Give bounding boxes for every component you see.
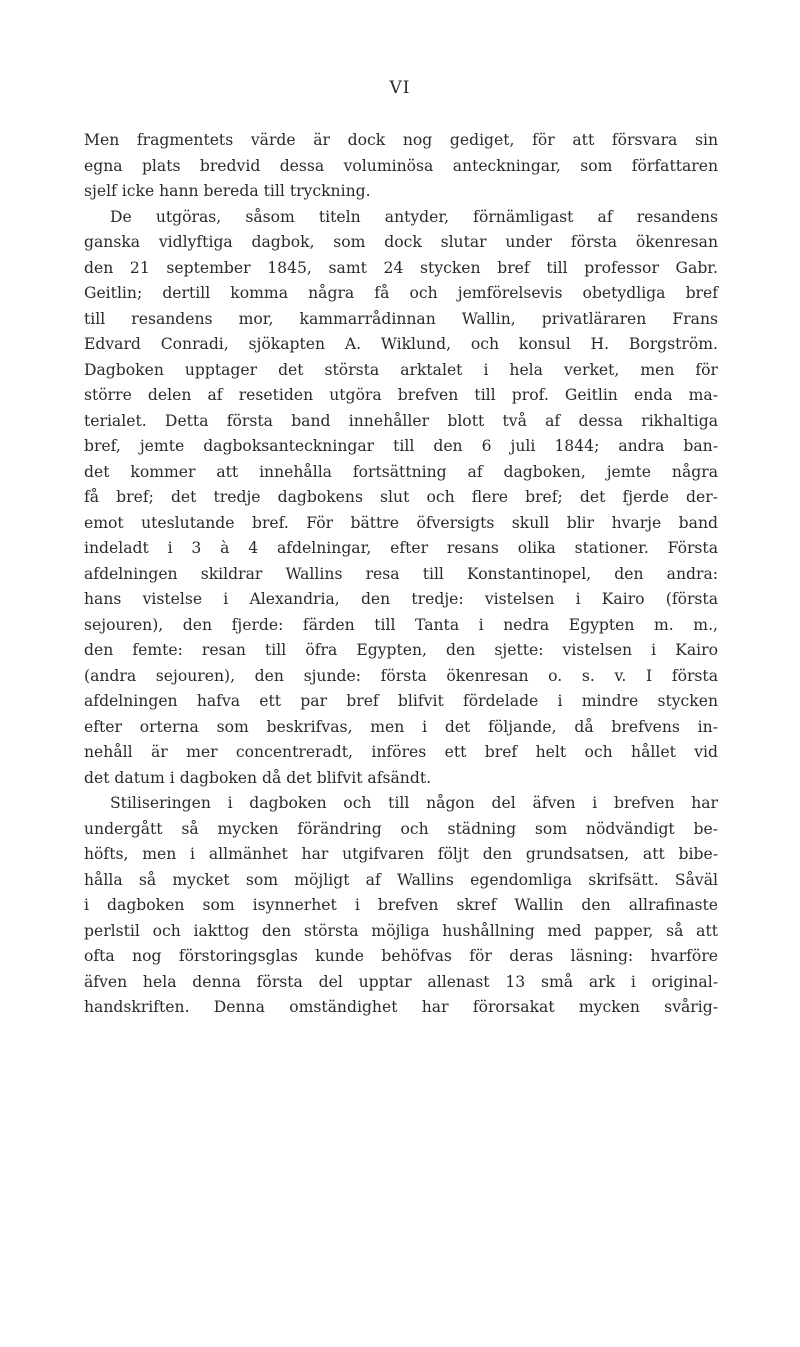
text-line: Geitlin; dertill komma några få och jemförelsevis obetydliga bref [84,284,718,302]
text-line: ofta nog förstoringsglas kunde behöfvas för deras läsning: hvarföre [84,947,718,965]
text-line: egna plats bredvid dessa voluminösa anteckningar, som författaren [84,156,718,175]
text-line: emot uteslutande bref. För bättre öfversigts skull blir hvarje band [84,513,718,532]
text-line: få bref; det tredje dagbokens slut och flere bref; det fjerde der- [84,488,718,506]
text-line: efter orterna som beskrifvas, men i det följande, då brefvens in- [84,717,718,736]
text-line: bref, jemte dagboksanteckningar till den 6 juli 1844; andra ban- [84,437,718,455]
text-line: äfven hela denna första del upptar allenast 13 små ark i original- [84,972,718,991]
text-line: till resandens mor, kammarrådinnan Wallin, privatläraren Frans [84,309,718,328]
text-line: perlstil och iakttog den största möjliga hushållning med papper, så att [84,921,718,940]
text-line: den 21 september 1845, samt 24 stycken bref till professor Gabr. [84,258,718,277]
text-line: hålla så mycket som möjligt af Wallins egendomliga skrifsätt. Såväl [84,870,718,889]
text-line: Stiliseringen i dagboken och till någon del äfven i brefven har [110,794,718,812]
text-line: terialet. Detta första band innehåller blott två af dessa rikhaltiga [84,411,718,430]
text-line: De utgöras, såsom titeln antyder, förnämligast af resandens [110,207,718,226]
text-line: det kommer att innehålla fortsättning af dagboken, jemte några [84,462,718,481]
text-line: afdelningen skildrar Wallins resa till Konstantinopel, den andra: [84,564,718,583]
text-line: Dagboken upptager det största arktalet i hela verket, men för [84,360,718,379]
text-line: afdelningen hafva ett par bref blifvit fördelade i mindre stycken [84,692,718,710]
text-line: Men fragmentets värde är dock nog gediget, för att försvara sin [84,131,718,149]
text-line: sjelf icke hann bereda till tryckning. [84,182,371,200]
paragraph-2 [84,205,718,792]
paragraph-1 [84,128,718,205]
text-line: (andra sejouren), den sjunde: första ökenresan o. s. v. I första [84,666,718,685]
text-line: ganska vidlyftiga dagbok, som dock slutar under första ökenresan [84,233,718,251]
text-line: undergått så mycken förändring och städning som nödvändigt be- [84,819,718,838]
text-line: nehåll är mer concentreradt, införes ett bref helt och hållet vid [84,743,718,761]
page-number: VI [389,78,411,98]
text-line: större delen af resetiden utgöra brefven till prof. Geitlin enda ma- [84,386,718,404]
text-line: det datum i dagboken då det blifvit afsändt. [84,768,432,787]
text-line: den femte: resan till öfra Egypten, den sjette: vistelsen i Kairo [84,641,718,659]
text-line: Edvard Conradi, sjökapten A. Wiklund, och konsul H. Borgström. [84,335,718,353]
text-line: indeladt i 3 à 4 afdelningar, efter resans olika stationer. Första [84,539,718,557]
body-text [84,128,718,1021]
text-line: höfts, men i allmänhet har utgifvaren följt den grundsatsen, att bibe- [84,845,718,863]
paragraph-3 [84,791,718,1021]
text-line: i dagboken som isynnerhet i brefven skref Wallin den allrafinaste [84,896,718,914]
text-line: hans vistelse i Alexandria, den tredje: vistelsen i Kairo (första [84,590,718,608]
text-line: handskriften. Denna omständighet har förorsakat mycken svårig- [84,998,718,1016]
text-line: sejouren), den fjerde: färden till Tanta i nedra Egypten m. m., [84,615,718,634]
